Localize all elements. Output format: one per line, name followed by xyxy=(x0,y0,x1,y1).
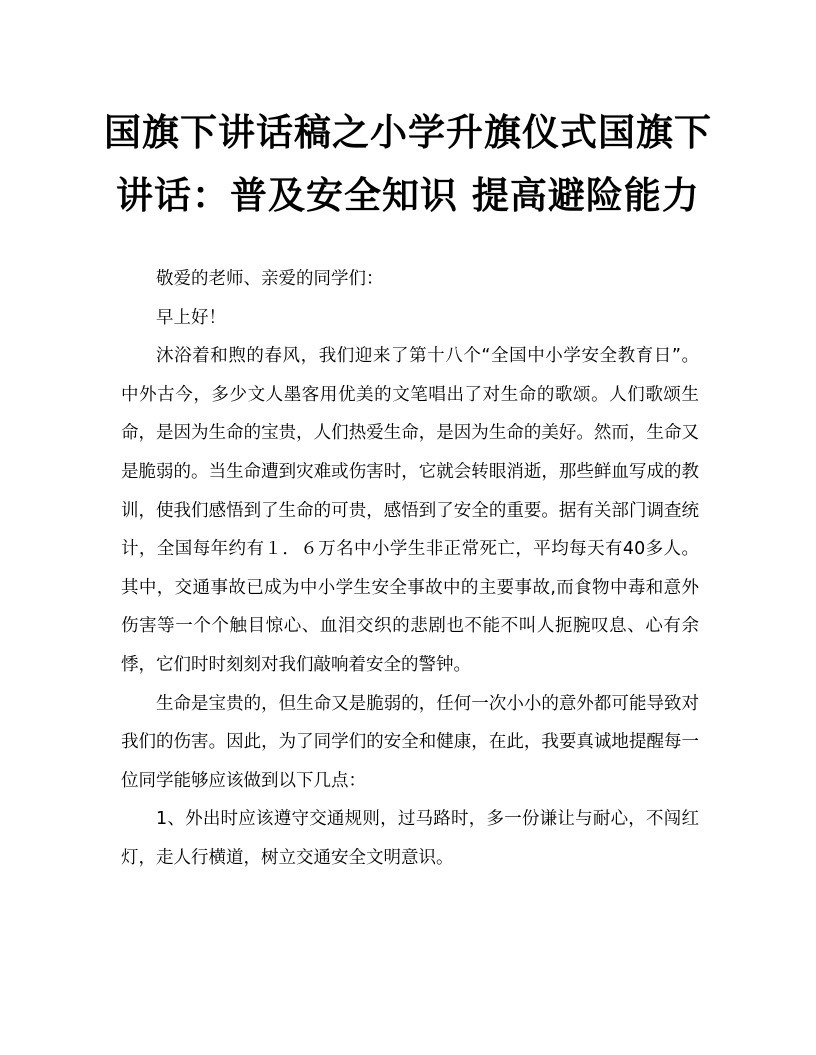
salutation: 敬爱的老师、亲爱的同学们： xyxy=(156,269,384,289)
document-body xyxy=(121,260,699,878)
paragraph-intro: 沐浴着和煦的春风，我们迎来了第十八个“全国中小学安全教育日”。中外古今，多少文人墨客用优美的文笔唱出了对生命的歌颂。人们歌颂生命，是因为生命的宝贵，人们热爱生命，是因为生命的美好。然而，生命又是脆弱的。当生命遭到灾难或伤害时，它就会转眼消逝，那些鲜血写成的教训，使我们感悟到了生命的可贵，感悟到了安全的重要。据有关部门调查统计，全国每年约有１．６万名中小学生非正常死亡，平均每天有40多人。其中，交通事故已成为中小学生安全事故中的主要事故,而食物中毒和意外伤害等一个个触目惊心、血泪交织的悲剧也不能不叫人扼腕叹息、心有余悸，它们时时刻刻对我们敲响着安全的警钟。 xyxy=(121,346,699,675)
document-title-line-1: 国旗下讲话稿之小学升旗仪式国旗下 xyxy=(104,110,712,154)
greeting: 早上好！ xyxy=(156,307,226,328)
document-title-line-2: 讲话：普及安全知识 提高避险能力 xyxy=(116,173,700,217)
paragraph-reminder: 生命是宝贵的，但生命又是脆弱的，任何一次小小的意外都可能导致对我们的伤害。因此，为了同学们的安全和健康，在此，我要真诚地提醒每一位同学能够应该做到以下几点： xyxy=(121,693,699,791)
paragraph-point-1: 1、外出时应该遵守交通规则，过马路时，多一份谦让与耐心，不闯红灯，走人行横道，树立交通安全文明意识。 xyxy=(121,809,699,868)
